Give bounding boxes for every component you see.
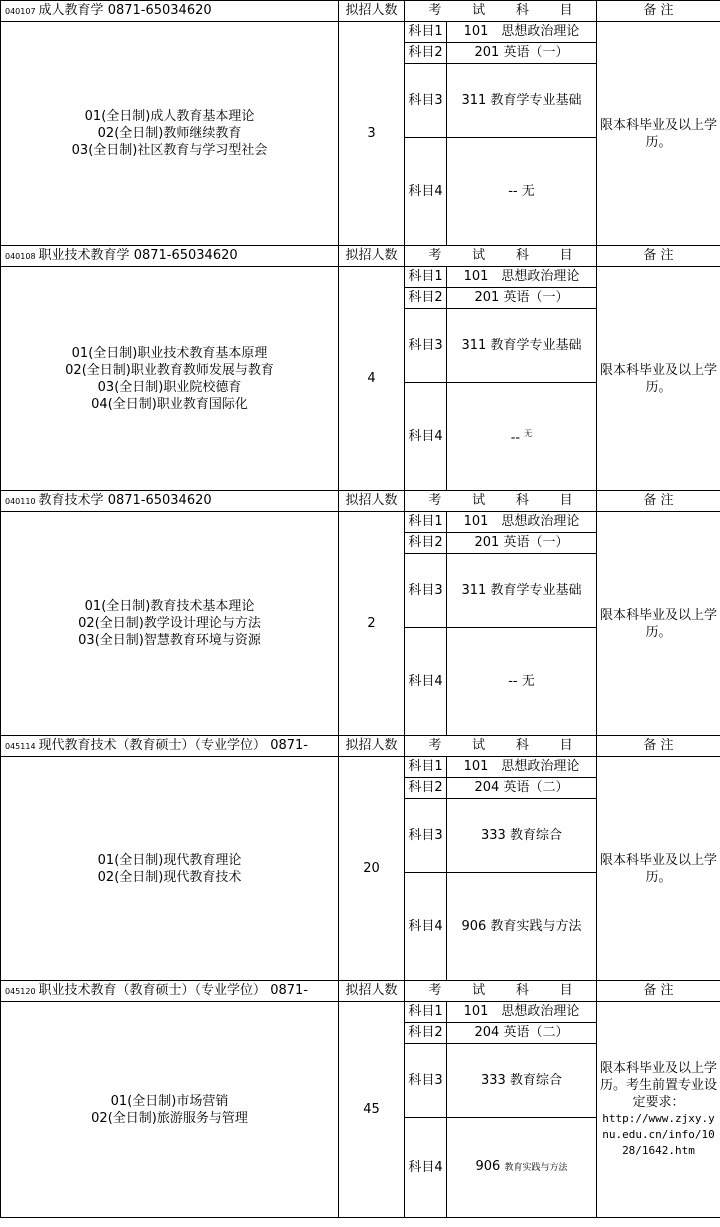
quota-value: 20 <box>339 757 405 981</box>
program-code: 040107 <box>5 6 36 16</box>
direction-item: 02(全日制)现代教育技术 <box>97 869 242 885</box>
program-name: 教育技术学 <box>38 492 104 508</box>
program-name: 职业技术教育（教育硕士）（专业学位） <box>38 982 267 998</box>
subject-value: 333 教育综合 <box>447 1044 597 1118</box>
direction-item: 01(全日制)现代教育理论 <box>97 852 242 868</box>
subject-label: 科目2 <box>405 533 447 554</box>
notes-header: 备 注 <box>597 1 720 22</box>
quota-value: 4 <box>339 267 405 491</box>
program-table <box>0 735 720 981</box>
subject-label: 科目2 <box>405 288 447 309</box>
subject-value: 101 思想政治理论 <box>447 512 597 533</box>
program-header <box>1 491 339 512</box>
exam-subjects-header: 考 试 科 目 <box>405 1 597 22</box>
program-header <box>1 736 339 757</box>
program-header <box>1 981 339 1002</box>
subject-value: -- $^无$ <box>447 383 597 491</box>
subject-label: 科目3 <box>405 309 447 383</box>
subject-value: 311 教育学专业基础 <box>447 64 597 138</box>
exam-subjects-header: 考 试 科 目 <box>405 491 597 512</box>
subject-label: 科目3 <box>405 64 447 138</box>
subject-label: 科目1 <box>405 267 447 288</box>
direction-item: 01(全日制)成人教育基本理论 <box>84 109 255 124</box>
quota-header: 拟招人数 <box>339 981 405 1002</box>
program-header <box>1 246 339 267</box>
direction-item: 04(全日制)职业教育国际化 <box>91 396 248 412</box>
research-directions <box>1 757 339 981</box>
program-phone: 0871-65034620 <box>107 2 212 18</box>
notes-header: 备 注 <box>597 736 720 757</box>
subject-label: 科目4 <box>405 383 447 491</box>
direction-item: 01(全日制)教育技术基本理论 <box>84 599 255 614</box>
subject-value: 201 英语（一） <box>447 533 597 554</box>
subject-value: 101 思想政治理论 <box>447 267 597 288</box>
program-header <box>1 1 339 22</box>
program-code: 045120 <box>5 986 36 996</box>
research-directions <box>1 512 339 736</box>
subject-value: 101 思想政治理论 <box>447 22 597 43</box>
direction-item: 03(全日制)智慧教育环境与资源 <box>78 633 261 648</box>
program-table <box>0 980 720 1218</box>
program-name: 成人教育学 <box>38 2 104 18</box>
program-phone: 0871- <box>270 737 308 753</box>
subject-value: 204 英语（二） <box>447 1023 597 1044</box>
direction-item: 02(全日制)职业教育教师发展与教育 <box>65 362 274 378</box>
direction-item: 01(全日制)市场营销 <box>110 1093 229 1109</box>
notes-header: 备 注 <box>597 981 720 1002</box>
quota-header: 拟招人数 <box>339 736 405 757</box>
subject-value: 204 英语（二） <box>447 778 597 799</box>
subject-label: 科目3 <box>405 1044 447 1118</box>
direction-item: 02(全日制)教师继续教育 <box>97 126 242 141</box>
subject-value: 906 教育实践与方法 <box>447 873 597 981</box>
subject-value: 311 教育学专业基础 <box>447 309 597 383</box>
subject-label: 科目4 <box>405 1118 447 1218</box>
subject-label: 科目4 <box>405 873 447 981</box>
program-note: 限本科毕业及以上学历。 <box>597 512 720 736</box>
subject-value-small: 无 <box>524 429 533 439</box>
subject-label: 科目4 <box>405 138 447 246</box>
subject-label: 科目1 <box>405 22 447 43</box>
subject-value: 101 思想政治理论 <box>447 1002 597 1023</box>
subject-label: 科目1 <box>405 1002 447 1023</box>
exam-subjects-header: 考 试 科 目 <box>405 736 597 757</box>
note-url: http://www.zjxy.ynu.edu.cn/info/1028/1642.htm <box>602 1112 715 1157</box>
subject-label: 科目1 <box>405 757 447 778</box>
research-directions <box>1 22 339 246</box>
subject-value: 906 教育实践与方法 <box>447 1118 597 1218</box>
direction-item: 01(全日制)职业技术教育基本原理 <box>71 345 268 361</box>
quota-header: 拟招人数 <box>339 491 405 512</box>
subject-value: 201 英语（一） <box>447 43 597 64</box>
program-note <box>597 1002 720 1218</box>
subject-label: 科目3 <box>405 799 447 873</box>
research-directions <box>1 267 339 491</box>
quota-header: 拟招人数 <box>339 246 405 267</box>
subject-value-small: 教育实践与方法 <box>504 1163 568 1173</box>
research-directions <box>1 1002 339 1218</box>
program-table <box>0 0 720 246</box>
notes-header: 备 注 <box>597 246 720 267</box>
subject-label: 科目2 <box>405 43 447 64</box>
program-phone: 0871-65034620 <box>107 492 212 508</box>
subject-value: -- 无 <box>447 138 597 246</box>
quota-value: 45 <box>339 1002 405 1218</box>
program-code: 045114 <box>5 741 36 751</box>
program-note: 限本科毕业及以上学历。 <box>597 757 720 981</box>
exam-subjects-header: 考 试 科 目 <box>405 981 597 1002</box>
program-name: 现代教育技术（教育硕士）（专业学位） <box>38 737 267 753</box>
subject-value: 201 英语（一） <box>447 288 597 309</box>
subject-label: 科目3 <box>405 554 447 628</box>
subject-value: -- 无 <box>447 628 597 736</box>
direction-item: 02(全日制)教学设计理论与方法 <box>78 616 261 631</box>
program-name: 职业技术教育学 <box>38 247 130 263</box>
subject-value: 101 思想政治理论 <box>447 757 597 778</box>
quota-value: 2 <box>339 512 405 736</box>
subject-label: 科目2 <box>405 778 447 799</box>
direction-item: 03(全日制)职业院校德育 <box>97 379 242 395</box>
program-table <box>0 490 720 736</box>
program-phone: 0871- <box>270 982 308 998</box>
direction-item: 03(全日制)社区教育与学习型社会 <box>71 143 268 158</box>
program-note: 限本科毕业及以上学历。 <box>597 22 720 246</box>
note-text: 限本科毕业及以上学历。考生前置专业设定要求： <box>599 1061 717 1110</box>
subject-label: 科目4 <box>405 628 447 736</box>
program-code: 040108 <box>5 251 36 261</box>
quota-value: 3 <box>339 22 405 246</box>
subject-value: 333 教育综合 <box>447 799 597 873</box>
subject-label: 科目1 <box>405 512 447 533</box>
program-phone: 0871-65034620 <box>133 247 238 263</box>
exam-subjects-header: 考 试 科 目 <box>405 246 597 267</box>
notes-header: 备 注 <box>597 491 720 512</box>
program-table <box>0 245 720 491</box>
direction-item: 02(全日制)旅游服务与管理 <box>91 1110 248 1126</box>
subject-value: 311 教育学专业基础 <box>447 554 597 628</box>
program-code: 040110 <box>5 496 36 506</box>
quota-header: 拟招人数 <box>339 1 405 22</box>
subject-label: 科目2 <box>405 1023 447 1044</box>
program-note: 限本科毕业及以上学历。 <box>597 267 720 491</box>
